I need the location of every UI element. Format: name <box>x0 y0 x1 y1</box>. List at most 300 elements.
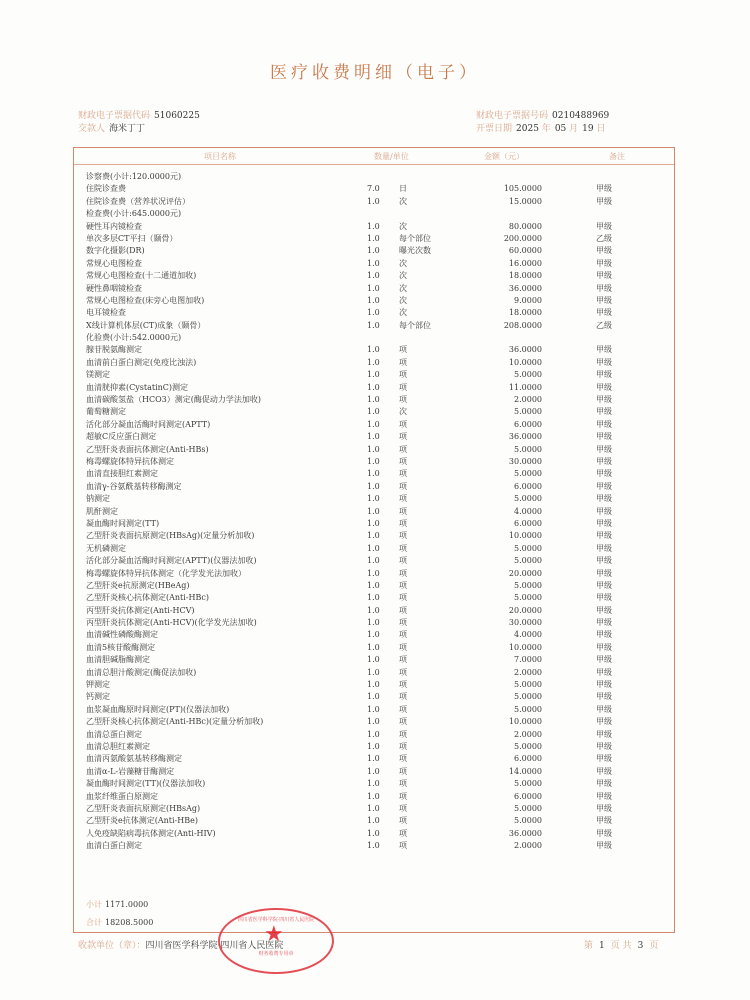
table-row <box>74 667 674 679</box>
table-row <box>74 270 674 282</box>
item-name: 血浆凝血酶原时间测定(PT)(仪器法加收) <box>86 704 230 714</box>
item-unit: 项 <box>399 382 407 392</box>
bill-number-label: 财政电子票据号码 <box>476 111 549 121</box>
item-qty: 1.0 <box>367 382 380 392</box>
item-name: 钾测定 <box>86 680 110 690</box>
item-amount: 5.0000 <box>514 593 542 603</box>
item-unit: 项 <box>399 481 407 491</box>
item-amount: 10.0000 <box>508 717 542 727</box>
item-qty: 1.0 <box>367 531 380 541</box>
charges-table <box>73 147 675 933</box>
item-unit: 次 <box>399 283 407 293</box>
day-unit: 日 <box>596 124 606 134</box>
item-unit: 每个部位 <box>399 320 431 330</box>
item-name: 梅毒螺旋体特异抗体测定 <box>86 456 174 466</box>
item-unit: 项 <box>399 766 407 776</box>
table-row <box>74 357 674 369</box>
item-name: 常规心电图检查(床旁心电图加收) <box>86 295 205 305</box>
item-amount: 2.0000 <box>514 395 542 405</box>
item-name: 血清总蛋白测定 <box>86 729 142 739</box>
item-qty: 1.0 <box>367 395 380 405</box>
item-unit: 项 <box>399 667 407 677</box>
item-amount: 105.0000 <box>503 184 542 194</box>
item-name: 检查费(小计:645.0000元) <box>86 209 182 219</box>
item-amount: 5.0000 <box>514 779 542 789</box>
item-unit: 次 <box>399 258 407 268</box>
item-name: 住院诊查费（营养状况评估） <box>86 196 190 206</box>
item-level: 乙级 <box>596 320 612 330</box>
item-qty: 1.0 <box>367 605 380 615</box>
item-unit: 项 <box>399 469 407 479</box>
item-qty: 1.0 <box>367 729 380 739</box>
item-amount: 60.0000 <box>508 246 542 256</box>
item-qty: 1.0 <box>367 543 380 553</box>
item-qty: 1.0 <box>367 221 380 231</box>
item-name: 钠测定 <box>86 494 110 504</box>
item-name: 血清丙氨酸氨基转移酶测定 <box>86 754 182 764</box>
item-unit: 项 <box>399 605 407 615</box>
item-name: 硬性鼻咽镜检查 <box>86 283 142 293</box>
item-amount: 11.0000 <box>508 382 542 392</box>
item-amount: 5.0000 <box>514 407 542 417</box>
table-row <box>74 803 674 815</box>
bill-code <box>78 110 200 123</box>
item-name: 乙型肝炎表面抗原测定(HBsAg) <box>86 803 201 813</box>
item-unit: 项 <box>399 494 407 504</box>
item-level: 甲级 <box>596 345 612 355</box>
payee-label: 收款单位（章）： <box>78 941 146 951</box>
year-unit: 年 <box>541 124 551 134</box>
item-qty: 1.0 <box>367 568 380 578</box>
table-row <box>74 332 674 344</box>
item-level: 甲级 <box>596 605 612 615</box>
item-name: 血清α-L-岩藻糖苷酶测定 <box>86 766 175 776</box>
item-level: 甲级 <box>596 246 612 256</box>
table-row <box>74 543 674 555</box>
table-row <box>74 654 674 666</box>
item-name: 数字化摄影(DR) <box>86 246 145 256</box>
item-level: 甲级 <box>596 630 612 640</box>
item-qty: 1.0 <box>367 370 380 380</box>
item-name: 单次多层CT平扫（颞骨） <box>86 233 178 243</box>
item-qty: 1.0 <box>367 779 380 789</box>
item-level: 甲级 <box>596 481 612 491</box>
item-amount: 5.0000 <box>514 741 542 751</box>
item-level: 甲级 <box>596 704 612 714</box>
item-unit: 项 <box>399 816 407 826</box>
item-qty: 1.0 <box>367 692 380 702</box>
table-row <box>74 394 674 406</box>
item-unit: 项 <box>399 568 407 578</box>
table-row <box>74 258 674 270</box>
item-qty: 1.0 <box>367 481 380 491</box>
item-unit: 项 <box>399 456 407 466</box>
item-level: 甲级 <box>596 791 612 801</box>
payer <box>78 123 200 136</box>
item-unit: 项 <box>399 779 407 789</box>
item-unit: 项 <box>399 692 407 702</box>
table-row <box>74 245 674 257</box>
item-level: 甲级 <box>596 828 612 838</box>
table-row <box>74 580 674 592</box>
table-row <box>74 518 674 530</box>
item-level: 甲级 <box>596 469 612 479</box>
bill-number <box>476 110 610 123</box>
star-icon: ★ <box>264 922 284 947</box>
item-level: 甲级 <box>596 456 612 466</box>
item-amount: 15.0000 <box>508 196 542 206</box>
item-amount: 80.0000 <box>508 221 542 231</box>
table-row <box>74 828 674 840</box>
item-qty: 1.0 <box>367 444 380 454</box>
item-amount: 5.0000 <box>514 370 542 380</box>
item-level: 甲级 <box>596 494 612 504</box>
item-qty: 1.0 <box>367 506 380 516</box>
item-qty: 7.0 <box>367 184 380 194</box>
table-row <box>74 530 674 542</box>
subtotal-value: 1171.0000 <box>105 900 149 909</box>
item-name: 镁测定 <box>86 370 110 380</box>
item-qty: 1.0 <box>367 704 380 714</box>
item-qty: 1.0 <box>367 642 380 652</box>
subtotal <box>86 896 153 914</box>
item-name: 凝血酶时间测定(TT) <box>86 518 160 528</box>
item-level: 甲级 <box>596 196 612 206</box>
item-unit: 项 <box>399 370 407 380</box>
table-row <box>74 555 674 567</box>
table-row <box>74 382 674 394</box>
page-suffix: 页 <box>649 941 659 951</box>
item-name: 乙型肝炎核心抗体测定(Anti-HBc)(定量分析加收) <box>86 717 264 727</box>
item-unit: 项 <box>399 593 407 603</box>
table-row <box>74 617 674 629</box>
page-indicator <box>578 938 664 951</box>
item-qty: 1.0 <box>367 419 380 429</box>
item-qty: 1.0 <box>367 816 380 826</box>
item-amount: 14.0000 <box>508 766 542 776</box>
item-level: 甲级 <box>596 816 612 826</box>
item-level: 甲级 <box>596 642 612 652</box>
item-amount: 5.0000 <box>514 556 542 566</box>
table-row <box>74 369 674 381</box>
item-unit: 项 <box>399 741 407 751</box>
item-name: 凝血酶时间测定(TT)(仪器法加收) <box>86 779 206 789</box>
item-level: 甲级 <box>596 766 612 776</box>
item-level: 甲级 <box>596 432 612 442</box>
item-amount: 9.0000 <box>514 295 542 305</box>
month-unit: 月 <box>569 124 579 134</box>
table-row <box>74 691 674 703</box>
item-amount: 20.0000 <box>508 605 542 615</box>
item-amount: 208.0000 <box>503 320 542 330</box>
table-row <box>74 221 674 233</box>
item-qty: 1.0 <box>367 432 380 442</box>
item-unit: 项 <box>399 754 407 764</box>
table-row <box>74 716 674 728</box>
item-unit: 项 <box>399 680 407 690</box>
item-amount: 16.0000 <box>508 258 542 268</box>
item-level: 甲级 <box>596 556 612 566</box>
item-amount: 4.0000 <box>514 630 542 640</box>
item-unit: 项 <box>399 444 407 454</box>
table-row <box>74 778 674 790</box>
table-row <box>74 679 674 691</box>
item-qty: 1.0 <box>367 791 380 801</box>
item-level: 甲级 <box>596 419 612 429</box>
item-unit: 项 <box>399 432 407 442</box>
item-qty: 1.0 <box>367 841 380 851</box>
item-name: 乙型肝炎表面抗原测定(HBsAg)(定量分析加收) <box>86 531 255 541</box>
item-unit: 项 <box>399 642 407 652</box>
item-qty: 1.0 <box>367 741 380 751</box>
item-level: 甲级 <box>596 779 612 789</box>
item-unit: 项 <box>399 556 407 566</box>
item-qty: 1.0 <box>367 717 380 727</box>
item-name: 活化部分凝血活酶时间测定(APTT) <box>86 419 211 429</box>
bill-code-value: 51060225 <box>154 111 200 121</box>
item-amount: 7.0000 <box>514 655 542 665</box>
item-unit: 日 <box>399 184 407 194</box>
table-row <box>74 307 674 319</box>
item-unit: 次 <box>399 295 407 305</box>
item-amount: 36.0000 <box>508 432 542 442</box>
header-remark: 备注 <box>609 152 625 161</box>
item-level: 甲级 <box>596 841 612 851</box>
item-amount: 18.0000 <box>508 308 542 318</box>
item-amount: 10.0000 <box>508 357 542 367</box>
item-name: 血清前白蛋白测定(免疫比浊法) <box>86 357 197 367</box>
header-amount: 金额（元） <box>484 152 524 161</box>
table-row <box>74 419 674 431</box>
date-month: 05 <box>554 124 567 134</box>
item-level: 甲级 <box>596 221 612 231</box>
table-row <box>74 468 674 480</box>
item-name: 血清胱抑素(CystatinC)测定 <box>86 382 189 392</box>
item-qty: 1.0 <box>367 494 380 504</box>
document-title: 医疗收费明细（电子） <box>270 63 480 83</box>
item-qty: 1.0 <box>367 754 380 764</box>
item-amount: 5.0000 <box>514 494 542 504</box>
table-row <box>74 196 674 208</box>
item-name: 常规心电图检查(十二通道加收) <box>86 271 197 281</box>
item-name: 化验费(小计:542.0000元) <box>86 333 182 343</box>
item-unit: 项 <box>399 419 407 429</box>
item-level: 甲级 <box>596 531 612 541</box>
item-name: 钙测定 <box>86 692 110 702</box>
meta-right <box>476 110 610 136</box>
table-row <box>74 629 674 641</box>
item-amount: 36.0000 <box>508 283 542 293</box>
item-level: 甲级 <box>596 395 612 405</box>
item-qty: 1.0 <box>367 246 380 256</box>
item-unit: 项 <box>399 841 407 851</box>
item-name: 常规心电图检查 <box>86 258 142 268</box>
item-name: 硬性耳内镜检查 <box>86 221 142 231</box>
item-qty: 1.0 <box>367 271 380 281</box>
item-amount: 30.0000 <box>508 456 542 466</box>
item-name: 人免疫缺陷病毒抗体测定(Anti-HIV) <box>86 828 216 838</box>
item-unit: 次 <box>399 221 407 231</box>
item-amount: 2.0000 <box>514 729 542 739</box>
item-level: 甲级 <box>596 283 612 293</box>
item-qty: 1.0 <box>367 283 380 293</box>
grand-total <box>86 914 153 932</box>
item-qty: 1.0 <box>367 469 380 479</box>
header-name: 项目名称 <box>204 152 236 161</box>
item-qty: 1.0 <box>367 456 380 466</box>
item-level: 甲级 <box>596 271 612 281</box>
table-row <box>74 406 674 418</box>
item-amount: 5.0000 <box>514 444 542 454</box>
table-header <box>74 148 674 165</box>
item-level: 甲级 <box>596 295 612 305</box>
item-qty: 1.0 <box>367 680 380 690</box>
item-qty: 1.0 <box>367 345 380 355</box>
meta-left <box>78 110 200 136</box>
table-row <box>74 481 674 493</box>
table-row <box>74 295 674 307</box>
item-amount: 2.0000 <box>514 841 542 851</box>
item-unit: 曝光次数 <box>399 246 431 256</box>
item-unit: 项 <box>399 345 407 355</box>
item-amount: 6.0000 <box>514 481 542 491</box>
item-name: 血清总胆汁酸测定(酶促法加收) <box>86 667 197 677</box>
item-name: 诊察费(小计:120.0000元) <box>86 172 182 181</box>
table-row <box>74 605 674 617</box>
item-amount: 6.0000 <box>514 791 542 801</box>
table-row <box>74 506 674 518</box>
table-row <box>74 444 674 456</box>
header-qty-unit: 数量/单位 <box>374 152 409 161</box>
item-unit: 项 <box>399 543 407 553</box>
item-amount: 5.0000 <box>514 680 542 690</box>
item-unit: 项 <box>399 630 407 640</box>
table-row <box>74 320 674 332</box>
item-qty: 1.0 <box>367 233 380 243</box>
date-year: 2025 <box>516 124 539 134</box>
table-row <box>74 642 674 654</box>
item-level: 甲级 <box>596 729 612 739</box>
item-amount: 18.0000 <box>508 271 542 281</box>
seal-bottom-text: 财务收费专用章 <box>258 951 294 957</box>
item-name: 住院诊查费 <box>86 184 126 194</box>
item-unit: 项 <box>399 531 407 541</box>
item-qty: 1.0 <box>367 655 380 665</box>
item-amount: 6.0000 <box>514 419 542 429</box>
item-unit: 项 <box>399 828 407 838</box>
item-amount: 10.0000 <box>508 531 542 541</box>
item-name: 超敏C反应蛋白测定 <box>86 432 157 442</box>
table-row <box>74 592 674 604</box>
item-name: 无机磷测定 <box>86 543 126 553</box>
item-level: 甲级 <box>596 518 612 528</box>
table-row <box>74 431 674 443</box>
item-name: 血清5核苷酸酶测定 <box>86 642 156 652</box>
item-unit: 项 <box>399 704 407 714</box>
page-total: 3 <box>637 941 644 951</box>
item-level: 甲级 <box>596 308 612 318</box>
table-row <box>74 183 674 195</box>
table-row <box>74 171 674 183</box>
item-name: 乙型肝炎表面抗体测定(Anti-HBs) <box>86 444 209 454</box>
payee-value: 四川省医学科学院·四川省人民医院 <box>145 941 284 951</box>
item-amount: 5.0000 <box>514 692 542 702</box>
item-qty: 1.0 <box>367 618 380 628</box>
item-name: 腺苷脱氨酶测定 <box>86 345 142 355</box>
bill-number-value: 0210488969 <box>552 111 610 121</box>
page-current: 1 <box>599 941 605 951</box>
item-qty: 1.0 <box>367 357 380 367</box>
item-amount: 30.0000 <box>508 618 542 628</box>
item-amount: 5.0000 <box>514 704 542 714</box>
table-row <box>74 456 674 468</box>
item-name: 血清总胆红素测定 <box>86 741 150 751</box>
table-body <box>74 171 674 852</box>
item-level: 甲级 <box>596 692 612 702</box>
table-row <box>74 729 674 741</box>
item-name: 血浆纤维蛋白原测定 <box>86 791 158 801</box>
item-name: 乙型肝炎核心抗体测定(Anti-HBc) <box>86 593 209 603</box>
item-level: 甲级 <box>596 803 612 813</box>
item-amount: 5.0000 <box>514 803 542 813</box>
table-row <box>74 208 674 220</box>
item-level: 甲级 <box>596 357 612 367</box>
item-name: 活化部分凝血活酶时间测定(APTT)(仪器法加收) <box>86 556 257 566</box>
item-level: 甲级 <box>596 184 612 194</box>
issue-date <box>476 123 610 136</box>
date-day: 19 <box>582 124 594 134</box>
item-level: 甲级 <box>596 568 612 578</box>
item-amount: 36.0000 <box>508 345 542 355</box>
item-amount: 5.0000 <box>514 469 542 479</box>
item-name: 血清胆碱脂酶测定 <box>86 655 150 665</box>
item-qty: 1.0 <box>367 667 380 677</box>
item-qty: 1.0 <box>367 518 380 528</box>
table-row <box>74 344 674 356</box>
total-value: 18208.5000 <box>105 918 154 927</box>
item-amount: 5.0000 <box>514 816 542 826</box>
item-name: 肌酐测定 <box>86 506 118 516</box>
payer-label: 交款人 <box>78 124 106 134</box>
issue-date-label: 开票日期 <box>476 124 513 134</box>
table-row <box>74 815 674 827</box>
item-level: 甲级 <box>596 382 612 392</box>
item-qty: 1.0 <box>367 258 380 268</box>
item-amount: 36.0000 <box>508 828 542 838</box>
item-unit: 项 <box>399 357 407 367</box>
item-qty: 1.0 <box>367 295 380 305</box>
item-name: 乙型肝炎e抗原测定(HBeAg) <box>86 580 190 590</box>
table-row <box>74 568 674 580</box>
item-name: 葡萄糖测定 <box>86 407 126 417</box>
item-unit: 项 <box>399 580 407 590</box>
item-level: 甲级 <box>596 655 612 665</box>
item-amount: 4.0000 <box>514 506 542 516</box>
item-level: 甲级 <box>596 580 612 590</box>
item-level: 甲级 <box>596 370 612 380</box>
table-row <box>74 704 674 716</box>
item-level: 甲级 <box>596 754 612 764</box>
item-unit: 项 <box>399 729 407 739</box>
item-level: 甲级 <box>596 667 612 677</box>
item-level: 甲级 <box>596 593 612 603</box>
subtotal-label: 小计 <box>86 900 102 909</box>
item-unit: 次 <box>399 271 407 281</box>
item-unit: 次 <box>399 407 407 417</box>
item-name: 血清γ-谷氨酰基转移酶测定 <box>86 481 182 491</box>
table-row <box>74 493 674 505</box>
item-name: 乙型肝炎e抗体测定(Anti-HBe) <box>86 816 198 826</box>
